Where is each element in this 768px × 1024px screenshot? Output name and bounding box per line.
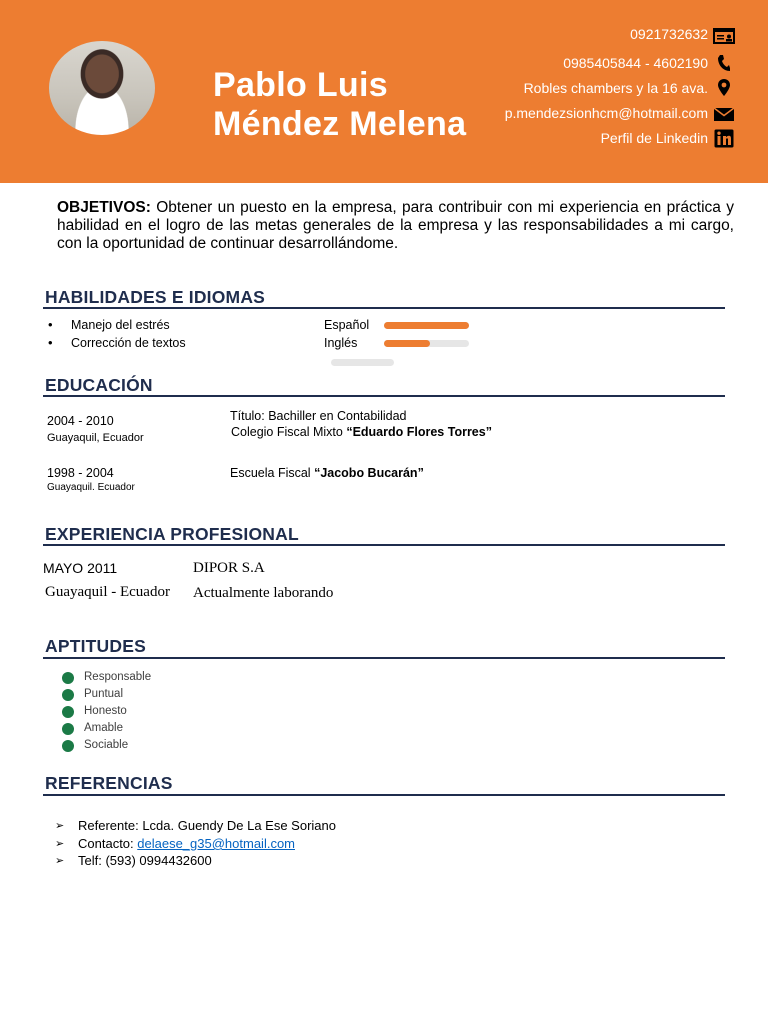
experience-section-title: EXPERIENCIA PROFESIONAL [45, 524, 299, 544]
aptitude-item: Amable [84, 722, 123, 734]
reference-name: Referente: Lcda. Guendy De La Ese Soriano [78, 818, 336, 833]
bullet-dot-icon [62, 740, 74, 752]
skill-item: • Manejo del estrés [71, 318, 170, 332]
references-section-title: REFERENCIAS [45, 773, 173, 793]
linkedin-icon[interactable] [713, 129, 735, 147]
skills-section-title: HABILIDADES E IDIOMAS [45, 287, 266, 307]
language-name: Español [324, 318, 370, 332]
aptitude-item: Puntual [84, 688, 124, 700]
education-school [231, 425, 492, 439]
school-name: “Eduardo Flores Torres” [346, 425, 492, 439]
arrow-bullet-icon: ➢ [55, 838, 65, 850]
aptitudes-section-title: APTITUDES [45, 636, 146, 656]
id-number: 0921732632 [630, 26, 708, 42]
phone-numbers: 0985405844 - 4602190 [563, 55, 708, 71]
bullet-dot-icon [62, 706, 74, 718]
references-divider [43, 794, 725, 796]
language-level-bar [384, 322, 469, 329]
language-level-fill [384, 340, 430, 347]
bullet-dot-icon [62, 689, 74, 701]
reference-email-link[interactable]: delaese_g35@hotmail.com [137, 836, 295, 851]
aptitude-item: Sociable [84, 739, 129, 751]
header-banner [0, 0, 768, 183]
experience-company: DIPOR S.A [193, 560, 265, 576]
name-line-2: Méndez Melena [213, 105, 467, 143]
education-place: Guayaquil. Ecuador [47, 482, 135, 493]
language-level-bar [384, 340, 469, 347]
objective-label: OBJETIVOS: [57, 199, 151, 216]
reference-contact [78, 836, 295, 851]
aptitudes-divider [43, 657, 725, 659]
aptitude-item: Honesto [84, 705, 127, 717]
linkedin-profile-link[interactable]: Perfil de Linkedin [600, 130, 708, 146]
avatar [49, 41, 155, 135]
experience-date: MAYO 2011 [43, 560, 118, 576]
school-prefix: Escuela Fiscal [230, 466, 315, 480]
objective-paragraph [57, 199, 734, 253]
contact-label: Contacto: [78, 836, 138, 851]
education-years: 1998 - 2004 [47, 466, 114, 480]
experience-status: Actualmente laborando [193, 585, 334, 601]
skill-item: • Corrección de textos [71, 336, 186, 350]
envelope-icon [713, 105, 735, 123]
experience-location: Guayaquil - Ecuador [45, 584, 170, 600]
reference-phone: Telf: (593) 0994432600 [78, 853, 212, 868]
education-place: Guayaquil, Ecuador [47, 432, 144, 444]
arrow-bullet-icon: ➢ [55, 820, 65, 832]
experience-divider [43, 544, 725, 546]
location-pin-icon [713, 78, 735, 96]
education-years: 2004 - 2010 [47, 414, 114, 428]
education-divider [43, 395, 725, 397]
email-address[interactable]: p.mendezsionhcm@hotmail.com [504, 105, 708, 121]
phone-icon [713, 54, 735, 72]
skills-divider [43, 307, 725, 309]
language-level-fill [384, 322, 469, 329]
id-card-icon [713, 27, 735, 45]
empty-level-bar [331, 359, 394, 366]
bullet-dot-icon [62, 672, 74, 684]
name-line-1: Pablo Luis [213, 66, 388, 104]
objective-text: Obtener un puesto en la empresa, para contribuir con mi experiencia en práctica y habilidad en el logro de las metas generales de la empresa y las responsabilidades a mi cargo, con la oportunidad de continuar desarrollándome. [57, 199, 734, 252]
school-prefix: Colegio Fiscal Mixto [231, 425, 347, 439]
full-name [213, 66, 466, 144]
school-name: “Jacobo Bucarán” [314, 466, 424, 480]
education-degree: Título: Bachiller en Contabilidad [230, 409, 407, 423]
bullet-dot-icon [62, 723, 74, 735]
language-name: Inglés [324, 336, 358, 350]
arrow-bullet-icon: ➢ [55, 855, 65, 867]
education-section-title: EDUCACIÓN [45, 375, 153, 395]
education-school [230, 466, 424, 480]
aptitude-item: Responsable [84, 671, 152, 683]
address: Robles chambers y la 16 ava. [523, 80, 708, 96]
